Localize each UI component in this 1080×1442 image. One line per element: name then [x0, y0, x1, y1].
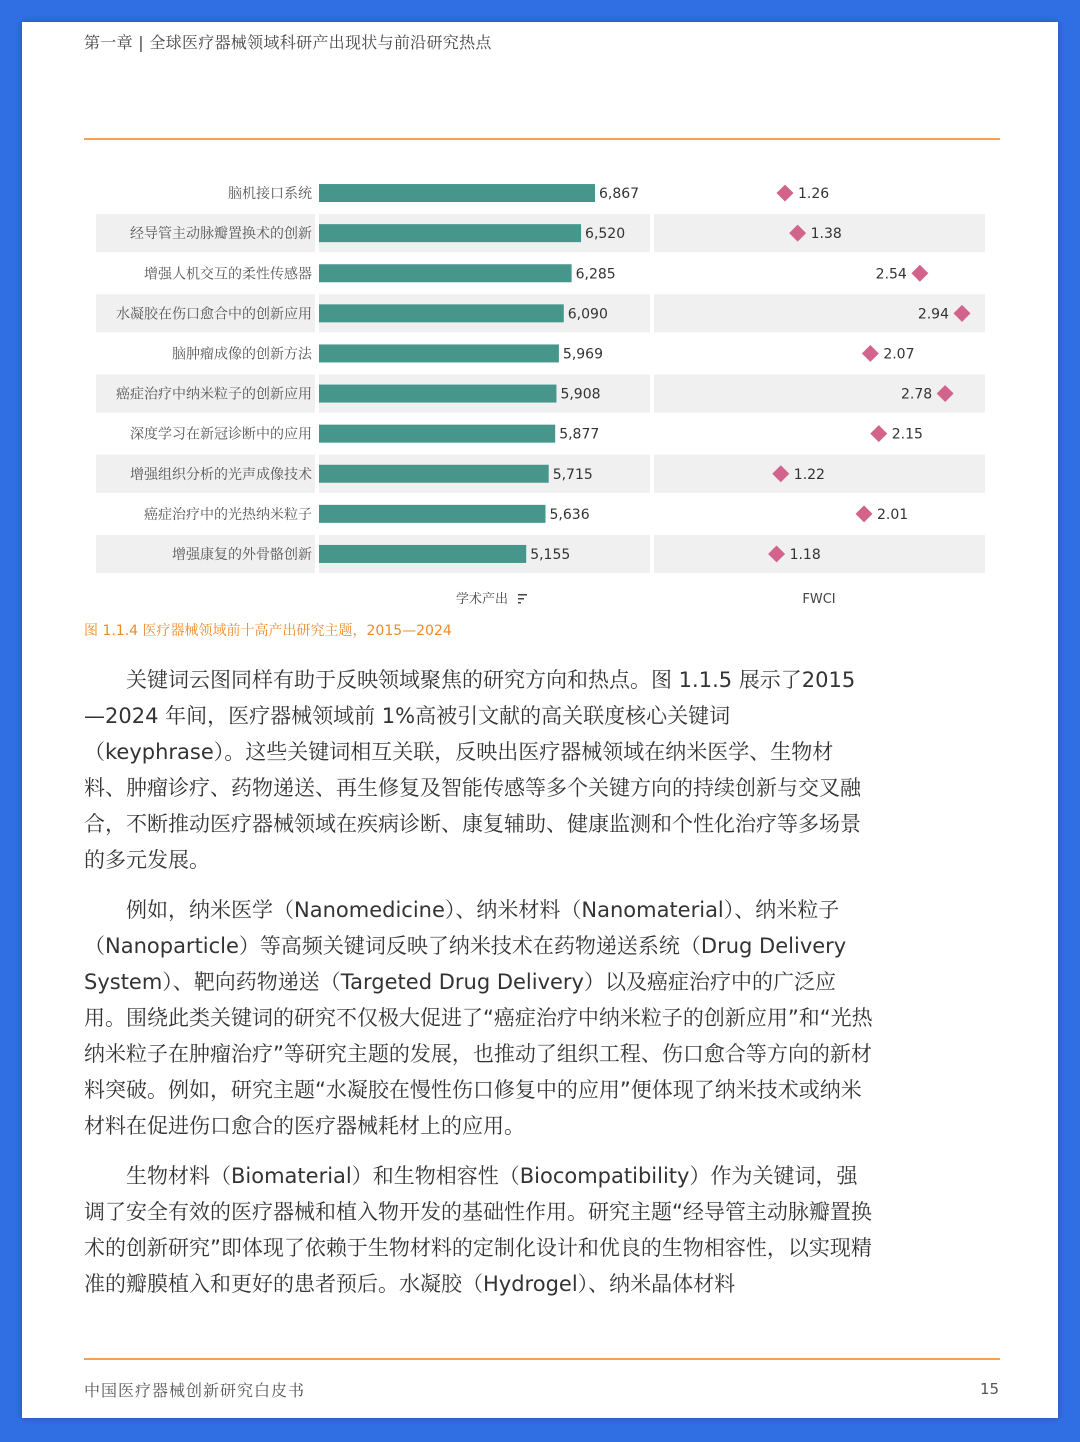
figure-caption: 图 1.1.4 医疗器械领域前十高产出研究主题，2015—2024 [84, 623, 452, 639]
output-value-label: 6,867 [599, 186, 640, 203]
output-bar [319, 425, 555, 443]
fwci-value-label: 2.15 [891, 426, 923, 443]
fwci-point [862, 345, 879, 362]
output-value-label: 6,285 [575, 266, 616, 283]
output-value-label: 6,520 [585, 226, 626, 243]
output-bar [319, 505, 546, 523]
output-bar [319, 465, 549, 483]
output-bar [319, 344, 559, 362]
document-page [22, 22, 1058, 1418]
book-title: 中国医疗器械创新研究白皮书 [84, 1381, 306, 1400]
category-label: 水凝胶在伤口愈合中的创新应用 [116, 306, 312, 323]
category-label: 癌症治疗中纳米粒子的创新应用 [116, 386, 312, 403]
x-axis-label-fwci: FWCI [802, 592, 836, 607]
output-value-label: 5,715 [552, 466, 593, 483]
research-topics-chart [22, 22, 1058, 622]
category-label: 经导管主动脉瓣置换术的创新 [130, 226, 312, 243]
page-number: 15 [980, 1380, 1000, 1398]
category-label: 癌症治疗中的光热纳米粒子 [144, 506, 312, 523]
output-value-label: 5,155 [530, 546, 571, 563]
fwci-value-label: 2.54 [875, 266, 907, 283]
fwci-point [870, 425, 887, 442]
fwci-value-label: 1.22 [793, 466, 825, 483]
fwci-value-label: 1.18 [789, 546, 821, 563]
fwci-point [856, 505, 873, 522]
output-bar [319, 304, 564, 322]
paragraph: 生物材料（Biomaterial）和生物相容性（Biocompatibility）作为关键词，强调了安全有效的医疗器械和植入物开发的基础性作用。研究主题“经导管主动脉瓣置换术的创新研究”即体现了依赖于生物材料的定制化设计和优良的生物相容性，以实现精准的瓣膜植入和更好的患者预后。水凝胶（Hydrogel）、纳米晶体材料 [84, 1164, 872, 1296]
output-bar [319, 264, 572, 282]
footer-rule [84, 1358, 1000, 1360]
fwci-value-label: 2.07 [883, 346, 915, 363]
output-bar [319, 184, 595, 202]
output-value-label: 5,877 [559, 426, 600, 443]
x-axis-label-output: 学术产出 [455, 592, 509, 607]
paragraph: 关键词云图同样有助于反映领域聚焦的研究方向和热点。图 1.1.5 展示了2015—2024 年间，医疗器械领域前 1%高被引文献的高关联度核心关键词（keyphrase）。这些关键词相互关联，反映出医疗器械领域在纳米医学、生物材料、肿瘤诊疗、药物递送、再生修复及智能传感等多个关键方向的持续创新与交叉融合，不断推动医疗器械领域在疾病诊断、康复辅助、健康监测和个性化治疗等多场景的多元发展。 [84, 668, 861, 872]
fwci-value-label: 2.78 [900, 386, 933, 403]
output-bar [319, 385, 556, 403]
fwci-value-label: 2.01 [877, 506, 909, 523]
output-value-label: 5,636 [549, 506, 590, 523]
fwci-point [911, 265, 928, 282]
fwci-value-label: 2.94 [917, 306, 949, 323]
output-value-label: 6,090 [567, 306, 608, 323]
category-label: 增强人机交互的柔性传感器 [144, 266, 312, 283]
output-bar [319, 545, 526, 563]
output-bar [319, 224, 581, 242]
fwci-value-label: 1.38 [810, 226, 842, 243]
body-text [84, 662, 874, 1316]
watermark-badge [1008, 1392, 1044, 1410]
output-value-label: 5,969 [562, 346, 604, 363]
category-label: 增强康复的外骨骼创新 [172, 546, 312, 563]
fwci-value-label: 1.26 [798, 186, 830, 203]
fwci-point [777, 185, 794, 202]
category-label: 增强组织分析的光声成像技术 [130, 466, 312, 483]
category-label: 脑机接口系统 [228, 186, 312, 203]
sort-icon[interactable] [518, 594, 527, 604]
category-label: 脑肿瘤成像的创新方法 [172, 346, 312, 363]
chapter-header: 第一章 | 全球医疗器械领域科研产出现状与前沿研究热点 [84, 33, 492, 52]
category-label: 深度学习在新冠诊断中的应用 [130, 426, 312, 443]
output-value-label: 5,908 [560, 386, 601, 403]
row-band [654, 375, 985, 413]
paragraph: 例如，纳米医学（Nanomedicine）、纳米材料（Nanomaterial）、纳米粒子（Nanoparticle）等高频关键词反映了纳米技术在药物递送系统（Drug Delivery System）、靶向药物递送（Targeted Drug Delivery）以及癌症治疗中的广泛应用。围绕此类关键词的研究不仅极大促进了“癌症治疗中纳米粒子的创新应用”和“光热纳米粒子在肿瘤治疗”等研究主题的发展，也推动了组织工程、伤口愈合等方向的新材料突破。例如，研究主题“水凝胶在慢性伤口修复中的应用”便体现了纳米技术或纳米材料在促进伤口愈合的医疗器械耗材上的应用。 [84, 898, 873, 1138]
